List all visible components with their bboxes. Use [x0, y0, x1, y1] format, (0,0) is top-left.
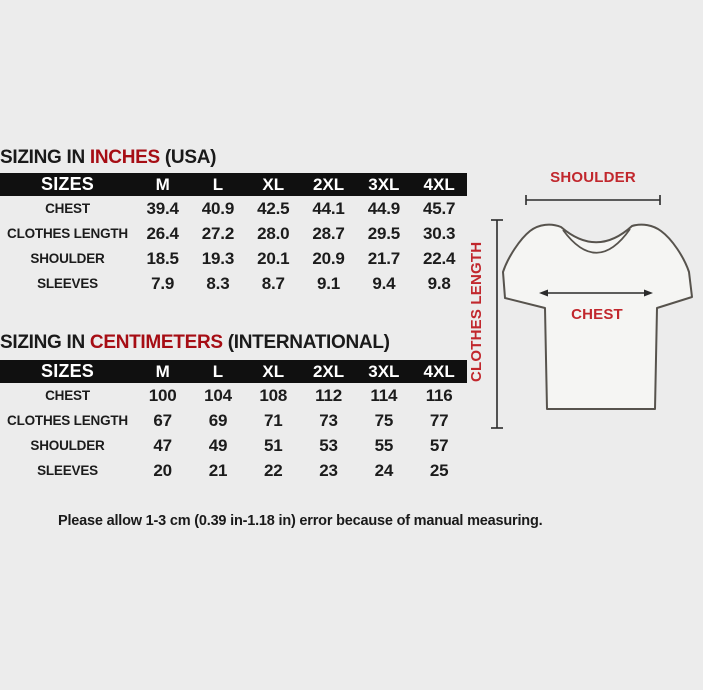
centimeters-size-table	[0, 360, 467, 483]
cell-value: 67	[153, 410, 172, 430]
table-row-chest	[0, 383, 467, 408]
table-row-clothes-length	[0, 408, 467, 433]
column-header-l: L	[212, 361, 224, 381]
cell-value: 19.3	[201, 248, 235, 268]
inches-section-title	[0, 147, 216, 169]
title-prefix: SIZING IN	[0, 147, 90, 168]
cell-value: 44.1	[312, 198, 345, 218]
cell-value: 9.1	[317, 273, 341, 293]
row-label: CHEST	[45, 201, 90, 216]
cell-value: 71	[263, 410, 283, 430]
title-suffix: (USA)	[159, 147, 217, 168]
shoulder-diagram-label: SHOULDER	[550, 169, 636, 186]
cell-value: 104	[204, 385, 232, 405]
cell-value: 77	[429, 410, 449, 430]
column-header-3xl: 3XL	[368, 361, 400, 381]
cell-value: 30.3	[422, 223, 456, 243]
table-header-row	[0, 173, 467, 196]
cell-value: 22.4	[422, 248, 456, 268]
column-header-l: L	[212, 174, 224, 194]
clothes-length-diagram-label: CLOTHES LENGTH	[468, 241, 485, 383]
cell-value: 18.5	[146, 248, 179, 268]
cell-value: 53	[319, 435, 338, 455]
cell-value: 51	[263, 435, 283, 455]
cell-value: 29.5	[367, 223, 400, 243]
cell-value: 7.9	[151, 273, 175, 293]
cell-value: 45.7	[422, 198, 456, 218]
table-row-clothes-length	[0, 221, 467, 246]
cell-value: 116	[425, 385, 453, 405]
cell-value: 20.9	[312, 248, 345, 268]
cell-value: 22	[263, 460, 283, 480]
row-label: CHEST	[45, 388, 90, 403]
cell-value: 39.4	[146, 198, 179, 218]
cell-value: 8.3	[206, 273, 230, 293]
cell-value: 20	[153, 460, 172, 480]
cell-value: 44.9	[367, 198, 400, 218]
cell-value: 25	[429, 460, 449, 480]
column-header-2xl: 2XL	[312, 361, 345, 381]
column-header-3xl: 3XL	[368, 174, 400, 194]
cell-value: 69	[208, 410, 228, 430]
cell-value: 55	[374, 435, 394, 455]
cell-value: 26.4	[146, 223, 179, 243]
cell-value: 20.1	[257, 248, 290, 268]
table-row-sleeves	[0, 271, 467, 296]
cell-value: 40.9	[201, 198, 235, 218]
row-label: SHOULDER	[30, 438, 105, 453]
shoulder-measure-line	[526, 195, 660, 205]
column-header-xl: XL	[262, 361, 285, 381]
cell-value: 8.7	[261, 273, 285, 293]
table-row-shoulder	[0, 433, 467, 458]
cell-value: 73	[319, 410, 338, 430]
cell-value: 112	[315, 385, 342, 405]
cell-value: 27.2	[201, 223, 235, 243]
column-header-2xl: 2XL	[312, 174, 345, 194]
row-label: SLEEVES	[37, 463, 98, 478]
column-header-m: M	[155, 361, 170, 381]
row-label: CLOTHES LENGTH	[7, 226, 128, 241]
cell-value: 9.4	[372, 273, 396, 293]
cell-value: 28.7	[312, 223, 345, 243]
table-row-sleeves	[0, 458, 467, 483]
table-row-chest	[0, 196, 467, 221]
tshirt-measurement-diagram	[470, 160, 703, 440]
row-label: CLOTHES LENGTH	[7, 413, 128, 428]
cell-value: 42.5	[257, 198, 290, 218]
chest-diagram-label: CHEST	[571, 306, 623, 323]
cell-value: 47	[153, 435, 172, 455]
cell-value: 28.0	[257, 223, 290, 243]
column-header-m: M	[155, 174, 170, 194]
cell-value: 23	[319, 460, 338, 480]
row-label: SLEEVES	[37, 276, 98, 291]
cell-value: 100	[148, 385, 177, 405]
title-prefix: SIZING IN	[0, 332, 90, 353]
cell-value: 75	[374, 410, 394, 430]
cell-value: 9.8	[427, 273, 451, 293]
column-header-4xl: 4XL	[423, 361, 455, 381]
cell-value: 57	[429, 435, 449, 455]
cell-value: 21	[208, 460, 228, 480]
title-unit-highlight: INCHES	[89, 147, 160, 168]
title-unit-highlight: CENTIMETERS	[89, 332, 223, 353]
column-header-4xl: 4XL	[423, 174, 455, 194]
column-header-xl: XL	[262, 174, 285, 194]
cell-value: 24	[374, 460, 394, 480]
table-row-shoulder	[0, 246, 467, 271]
column-header-sizes: SIZES	[40, 174, 94, 194]
column-header-sizes: SIZES	[40, 361, 94, 381]
cell-value: 114	[370, 385, 398, 405]
cell-value: 21.7	[367, 248, 400, 268]
inches-size-table	[0, 173, 467, 296]
cell-value: 49	[208, 435, 228, 455]
title-suffix: (INTERNATIONAL)	[222, 332, 390, 353]
table-header-row	[0, 360, 467, 383]
row-label: SHOULDER	[30, 251, 105, 266]
clothes-length-measure-line	[491, 220, 503, 428]
centimeters-section-title	[0, 332, 390, 354]
cell-value: 108	[259, 385, 288, 405]
measuring-error-note: Please allow 1-3 cm (0.39 in-1.18 in) error because of manual measuring.	[58, 513, 543, 529]
